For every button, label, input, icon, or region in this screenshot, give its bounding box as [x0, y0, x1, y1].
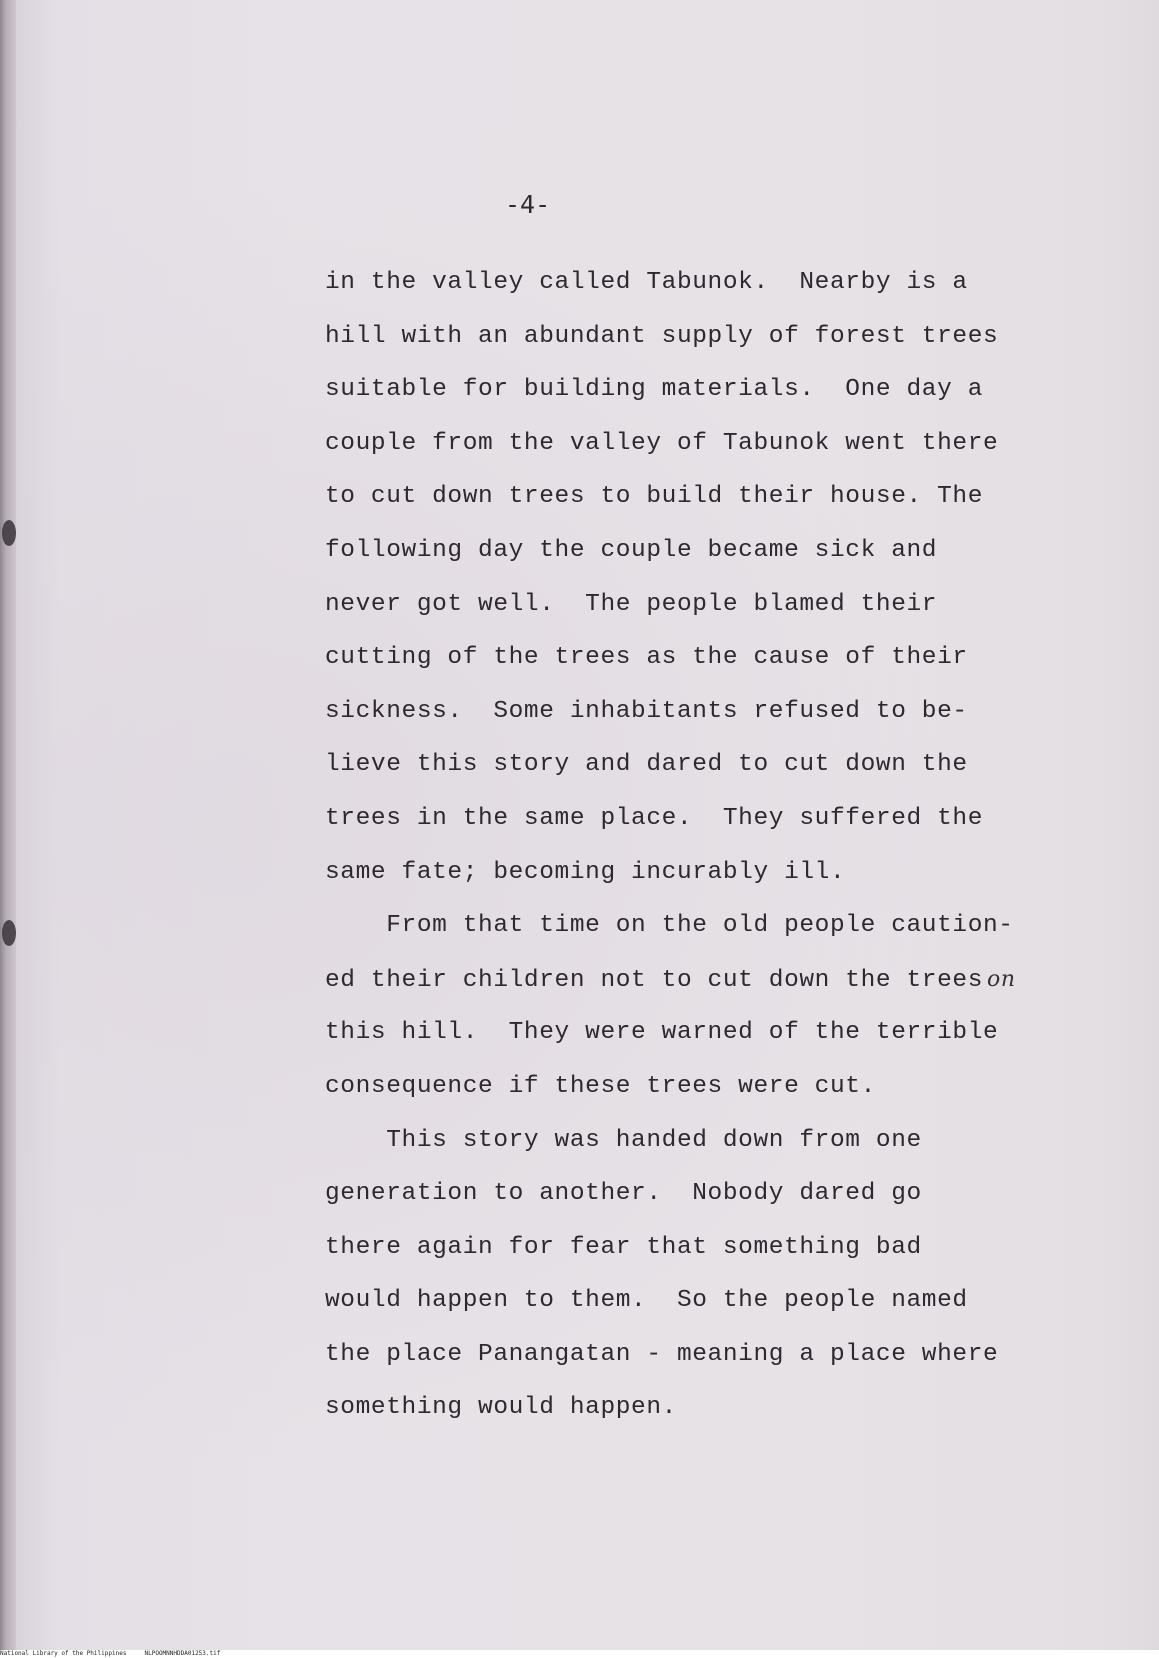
- text-line: would happen to them. So the people named: [325, 1287, 968, 1315]
- binding-edge: [0, 0, 16, 1650]
- text-line: this hill. They were warned of the terrible: [325, 1019, 999, 1047]
- body-text: [325, 268, 1045, 1447]
- text-line: the place Panangatan - meaning a place where: [325, 1340, 999, 1368]
- text-line-with-insert: [325, 965, 1045, 1019]
- text-line: in the valley called Tabunok. Nearby is a: [325, 269, 968, 296]
- punch-hole-lower: [2, 920, 16, 946]
- text-line: there again for fear that something bad: [325, 1233, 922, 1261]
- text-line: suitable for building materials. One day a: [325, 376, 984, 404]
- text-line: same fate; becoming incurably ill.: [325, 858, 846, 886]
- handwritten-insert: on: [987, 966, 1016, 992]
- text-line: something would happen.: [325, 1394, 677, 1422]
- text-line: never got well. The people blamed their: [325, 590, 938, 618]
- text-line: From that time on the old people caution-: [325, 912, 1014, 940]
- scan-caption: National Library of the Philippines NLPOOMNNHDDA01253.tif: [0, 1650, 1159, 1658]
- text-line: following day the couple became sick and: [325, 536, 938, 564]
- text-line: consequence if these trees were cut.: [325, 1072, 876, 1100]
- text-line: lieve this story and dared to cut down the: [325, 751, 968, 779]
- text-line: sickness. Some inhabitants refused to be-: [325, 697, 968, 725]
- text-line: cutting of the trees as the cause of their: [325, 644, 968, 672]
- text-line: trees in the same place. They suffered the: [325, 804, 984, 832]
- text-line: This story was handed down from one: [325, 1126, 922, 1154]
- text-line: generation to another. Nobody dared go: [325, 1180, 922, 1208]
- text-line: ed their children not to cut down the trees: [325, 966, 984, 994]
- punch-hole-upper: [2, 520, 16, 546]
- text-line: hill with an abundant supply of forest trees: [325, 322, 999, 350]
- page-number: -4-: [505, 190, 551, 219]
- text-line: to cut down trees to build their house. The: [325, 483, 984, 511]
- text-line: couple from the valley of Tabunok went there: [325, 429, 999, 457]
